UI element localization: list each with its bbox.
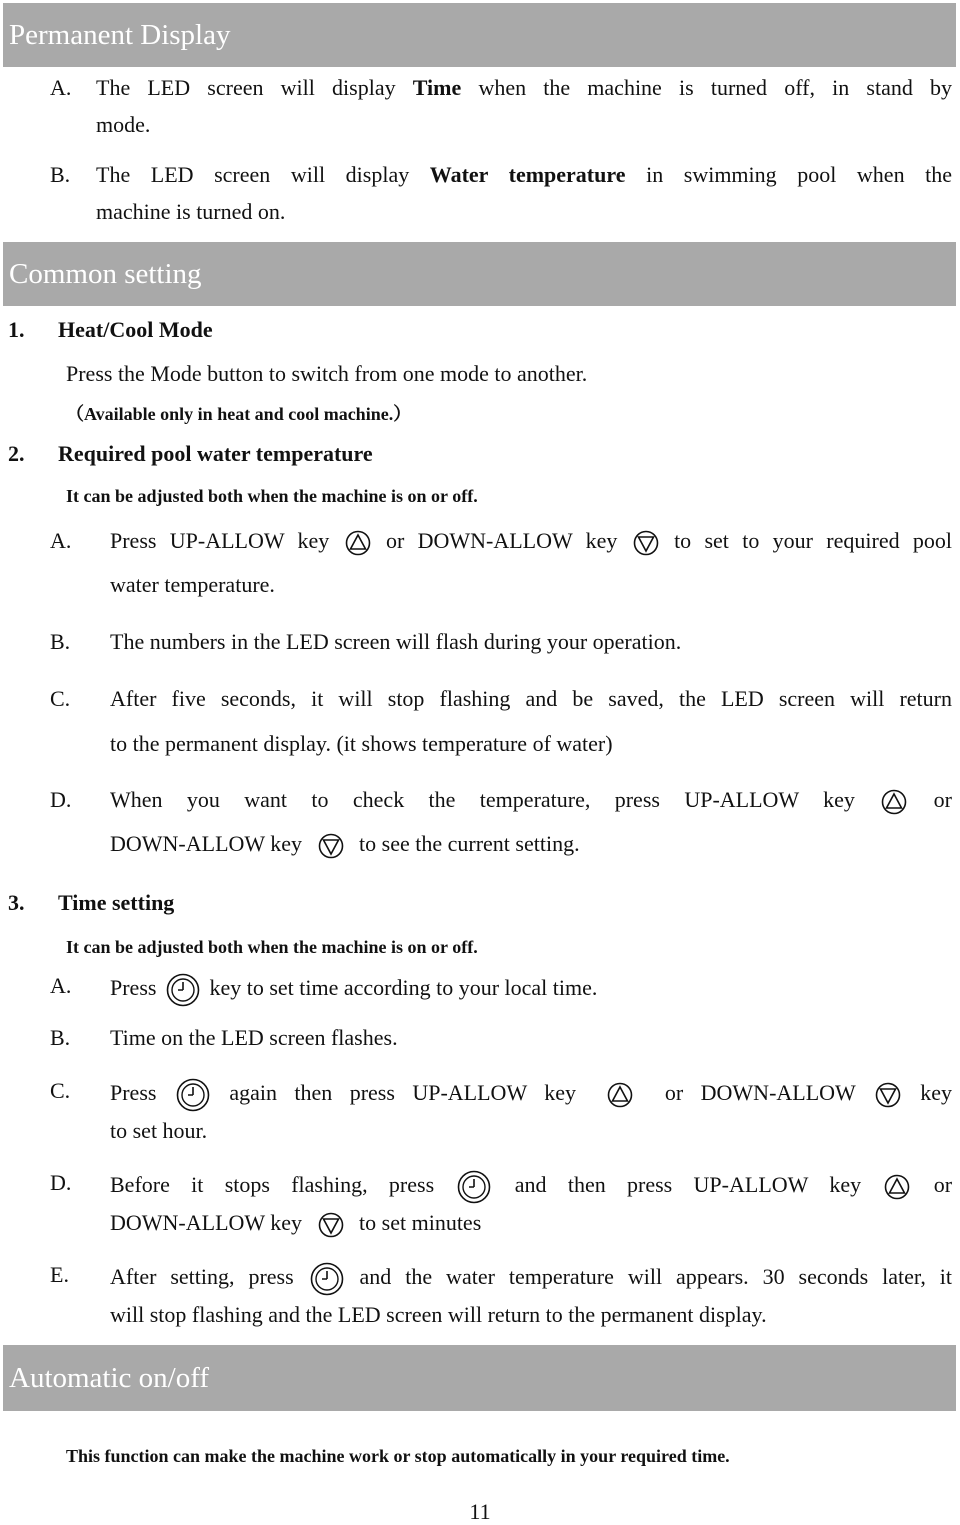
section-title: Automatic on/off xyxy=(9,1362,210,1394)
heat-cool-description: Press the Mode button to switch from one mode to another. xyxy=(66,361,588,386)
permanent-item-b-line1: The LED screen will display Water temperature in swimming pool when the xyxy=(96,162,953,187)
required-temp-subtitle: It can be adjusted both when the machine is on or off. xyxy=(66,486,478,506)
section-header-permanent-display xyxy=(3,3,956,67)
required-item-a-line1: Press UP-ALLOW key or DOWN-ALLOW key to set to your required pool xyxy=(110,528,952,556)
up-arrow-icon xyxy=(881,789,907,815)
time-item-c-line1: Press again then press UP-ALLOW key or DOWN-ALLOW key xyxy=(110,1078,952,1112)
time-item-a: Press key to set time according to your local time. xyxy=(110,973,597,1007)
list-label: B. xyxy=(50,1025,71,1050)
heat-cool-note: （Available only in heat and cool machine.） xyxy=(66,404,412,424)
permanent-item-b-line2: machine is turned on. xyxy=(96,199,286,224)
list-label: C. xyxy=(50,1078,71,1103)
section-title: Permanent Display xyxy=(9,19,231,51)
section-header-common-setting xyxy=(3,242,956,306)
time-item-c-line2: to set hour. xyxy=(110,1118,208,1143)
clock-icon xyxy=(457,1170,491,1204)
required-item-c-line1: After five seconds, it will stop flashing and be saved, the LED screen will return xyxy=(110,686,952,711)
list-label: A. xyxy=(50,973,72,998)
permanent-item-a-line2: mode. xyxy=(96,112,151,137)
time-item-b: Time on the LED screen flashes. xyxy=(110,1025,398,1050)
down-arrow-icon xyxy=(875,1082,901,1108)
clock-icon xyxy=(176,1078,210,1112)
list-label: E. xyxy=(50,1262,69,1287)
required-item-a-line2: water temperature. xyxy=(110,572,275,597)
required-item-b: The numbers in the LED screen will flash during your operation. xyxy=(110,629,682,654)
list-label: B. xyxy=(50,162,71,187)
clock-icon xyxy=(166,973,200,1007)
time-setting-title: Time setting xyxy=(58,890,175,915)
automatic-description: This function can make the machine work or stop automatically in your required time. xyxy=(66,1446,730,1466)
up-arrow-icon xyxy=(884,1174,910,1200)
section-title: Common setting xyxy=(9,258,202,290)
permanent-item-a-line1: The LED screen will display Time when the machine is turned off, in stand by xyxy=(96,75,953,100)
item-number: 1. xyxy=(8,317,25,342)
time-item-e-line1: After setting, press and the water temperature will appears. 30 seconds later, it xyxy=(110,1262,952,1296)
time-setting-subtitle: It can be adjusted both when the machine is on or off. xyxy=(66,937,478,957)
down-arrow-icon xyxy=(318,833,344,859)
list-label: A. xyxy=(50,528,72,553)
page-number: 11 xyxy=(469,1499,491,1524)
up-arrow-icon xyxy=(345,530,371,556)
heat-cool-title: Heat/Cool Mode xyxy=(58,317,213,342)
required-item-c-line2: to the permanent display. (it shows temperature of water) xyxy=(110,731,613,756)
list-label: C. xyxy=(50,686,71,711)
section-header-automatic-on-off xyxy=(3,1345,956,1411)
clock-icon xyxy=(310,1262,344,1296)
required-item-d-line1: When you want to check the temperature, press UP-ALLOW key or xyxy=(110,787,952,815)
down-arrow-icon xyxy=(633,530,659,556)
required-item-d-line2: DOWN-ALLOW key to see the current setting. xyxy=(110,831,580,859)
time-item-d-line1: Before it stops flashing, press and then press UP-ALLOW key or xyxy=(110,1170,952,1204)
item-number: 2. xyxy=(8,441,25,466)
list-label: D. xyxy=(50,1170,72,1195)
time-item-e-line2: will stop flashing and the LED screen will return to the permanent display. xyxy=(110,1302,767,1327)
time-item-d-line2: DOWN-ALLOW key to set minutes xyxy=(110,1210,481,1238)
item-number: 3. xyxy=(8,890,25,915)
up-arrow-icon xyxy=(607,1082,633,1108)
list-label: B. xyxy=(50,629,71,654)
down-arrow-icon xyxy=(318,1212,344,1238)
list-label: A. xyxy=(50,75,72,100)
list-label: D. xyxy=(50,787,72,812)
required-temp-title: Required pool water temperature xyxy=(58,441,373,466)
